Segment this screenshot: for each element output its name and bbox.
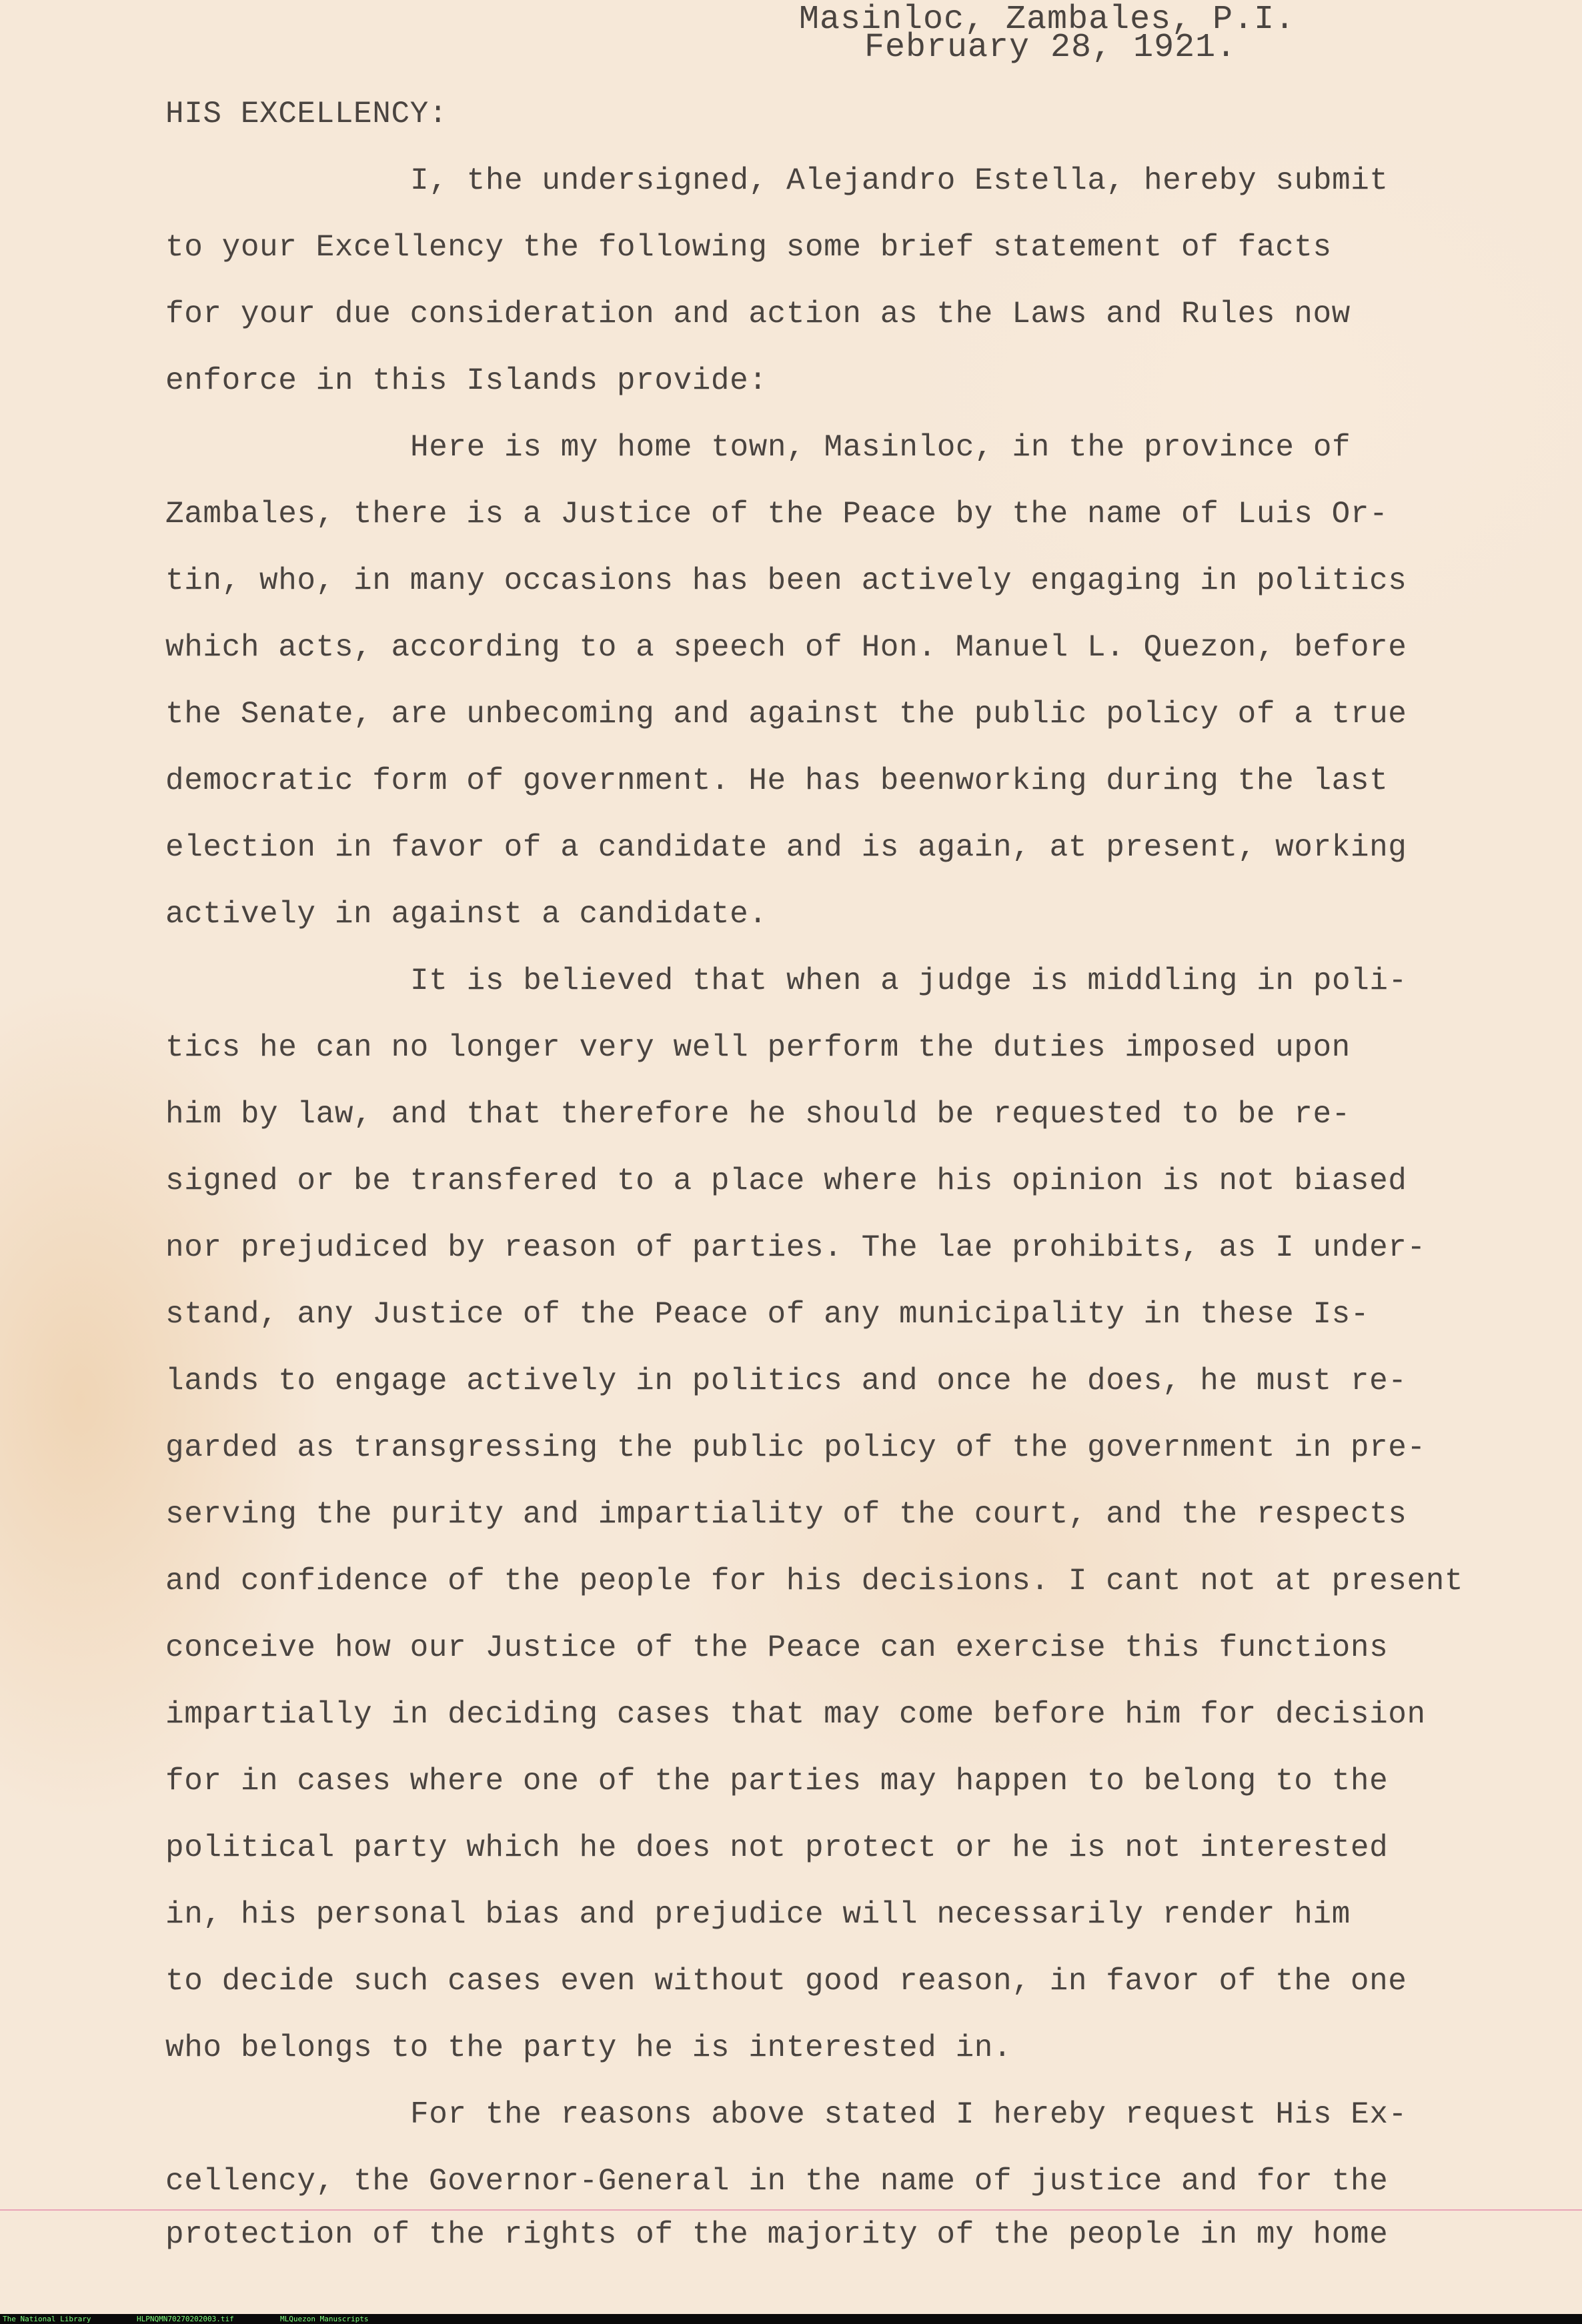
text-line: democratic form of government. He has beenworking during the last xyxy=(165,764,1389,798)
text-line: him by law, and that therefore he should be requested to be re- xyxy=(165,1097,1351,1132)
text-line: lands to engage actively in politics and once he does, he must re- xyxy=(165,1364,1407,1398)
text-line: to decide such cases even without good reason, in favor of the one xyxy=(165,1964,1407,1999)
scan-footer-bar xyxy=(0,2314,1582,2324)
text-line: and confidence of the people for his decisions. I cant not at present xyxy=(165,1564,1464,1598)
text-line: the Senate, are unbecoming and against the public policy of a true xyxy=(165,697,1407,732)
text-line: It is believed that when a judge is middling in poli- xyxy=(410,964,1407,998)
text-line: who belongs to the party he is interested in. xyxy=(165,2031,1012,2065)
text-line: tin, who, in many occasions has been actively engaging in politics xyxy=(165,563,1407,598)
text-line: Zambales, there is a Justice of the Peace by the name of Luis Or- xyxy=(165,497,1389,531)
text-line: for your due consideration and action as the Laws and Rules now xyxy=(165,297,1351,331)
text-line: protection of the rights of the majority of the people in my home xyxy=(165,2217,1389,2252)
text-line: political party which he does not protect or he is not interested xyxy=(165,1831,1389,1865)
text-line: enforce in this Islands provide: xyxy=(165,363,768,398)
footer-library: The National Library xyxy=(3,2315,91,2323)
text-line: signed or be transfered to a place where his opinion is not biased xyxy=(165,1164,1407,1198)
text-line: garded as transgressing the public policy of the government in pre- xyxy=(165,1430,1426,1465)
text-line: tics he can no longer very well perform the duties imposed upon xyxy=(165,1030,1351,1065)
text-line: serving the purity and impartiality of the court, and the respects xyxy=(165,1497,1407,1532)
text-line: cellency, the Governor-General in the name of justice and for the xyxy=(165,2164,1389,2199)
text-line: which acts, according to a speech of Hon. Manuel L. Quezon, before xyxy=(165,630,1407,665)
text-line: impartially in deciding cases that may come before him for decision xyxy=(165,1697,1426,1732)
text-line: for in cases where one of the parties may happen to belong to the xyxy=(165,1764,1389,1799)
text-line: actively in against a candidate. xyxy=(165,897,768,932)
text-line: election in favor of a candidate and is again, at present, working xyxy=(165,830,1407,865)
text-line: conceive how our Justice of the Peace can exercise this functions xyxy=(165,1630,1389,1665)
footer-collection: MLQuezon Manuscripts xyxy=(280,2315,369,2323)
text-line: to your Excellency the following some brief statement of facts xyxy=(165,230,1332,265)
letter-place: Masinloc, Zambales, P.I. xyxy=(799,1,1296,39)
letter-date: February 28, 1921. xyxy=(864,29,1237,67)
text-line: in, his personal bias and prejudice will necessarily render him xyxy=(165,1897,1351,1932)
text-line: Here is my home town, Masinloc, in the province of xyxy=(410,430,1351,465)
text-line: nor prejudiced by reason of parties. The lae prohibits, as I under- xyxy=(165,1230,1426,1265)
text-line: stand, any Justice of the Peace of any municipality in these Is- xyxy=(165,1297,1370,1332)
text-line: I, the undersigned, Alejandro Estella, hereby submit xyxy=(410,163,1389,198)
text-line: For the reasons above stated I hereby request His Ex- xyxy=(410,2097,1407,2132)
footer-filename: HLPNQMN70270202003.tif xyxy=(137,2315,234,2323)
letter-salutation: HIS EXCELLENCY: xyxy=(165,97,448,131)
scan-margin-line xyxy=(0,2209,1582,2211)
